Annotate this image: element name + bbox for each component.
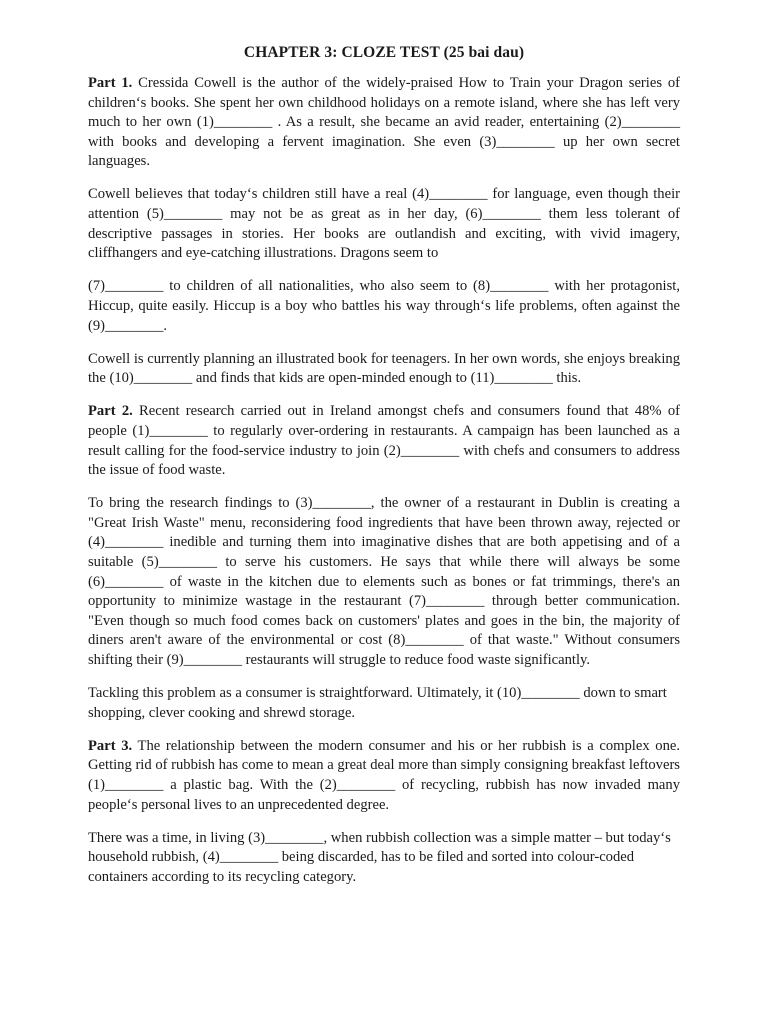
part1-label: Part 1. xyxy=(88,75,133,91)
part2-paragraph-3: Tackling this problem as a consumer is straightforward. Ultimately, it (10)________ down to smart shopping, clever cooking and shrewd storage. xyxy=(88,685,667,721)
part1-paragraph-3: (7)________ to children of all nationalities, who also seem to (8)________ with her protagonist, Hiccup, quite easily. Hiccup is a boy who battles his way through‘s life problems, often against the (9)________. xyxy=(88,278,680,334)
part2-paragraph-2: To bring the research findings to (3)________, the owner of a restaurant in Dublin is creating a "Great Irish Waste" menu, reconsidering food ingredients that have been thrown away, rejected or (4)________ inedible and turning them into imaginative dishes that are both appetising and of a suitable (5)________ to serve his customers. He says that while there will always be some (6)________ of waste in the kitchen due to elements such as bones or fat trimmings, there's an opportunity to minimize wastage in the restaurant (7)________ through better communication. "Even though so much food comes back on customers' plates and goes in the bin, the majority of diners aren't aware of the environmental or cost (8)________ of that waste." Without consumers shifting their (9)________ restaurants will struggle to reduce food waste significantly. xyxy=(88,495,680,668)
chapter-title: CHAPTER 3: CLOZE TEST (25 bai dau) xyxy=(243,44,525,61)
part1-paragraph-4: Cowell is currently planning an illustrated book for teenagers. In her own words, she enjoys breaking the (10)________ and finds that kids are open-minded enough to (11)________ this. xyxy=(88,350,680,387)
part2-paragraph-1 xyxy=(88,402,680,480)
part2-p1-text: Recent research carried out in Ireland amongst chefs and consumers found that 48% of people (1)________ to regularly over-ordering in restaurants. A campaign has been launched as a result calling for the food-service industry to join (2)________ with chefs and consumers to address the issue of food waste. xyxy=(88,403,680,479)
part3-p1-text: The relationship between the modern consumer and his or her rubbish is a complex one. Getting rid of rubbish has come to mean a great deal more than simply consigning breakfast leftovers (1)________ a plastic bag. With the (2)________ of recycling, rubbish has now invaded many people‘s personal lives to an unprecedented degree. xyxy=(88,737,680,813)
part1-p1-text: Cressida Cowell is the author of the widely-praised How to Train your Dragon series of children‘s books. She spent her own childhood holidays on a remote island, where she has left very much to her own (1)________ . As a result, she became an avid reader, entertaining (2)________ with books and developing a fervent imagination. She even (3)________ up her own secret languages. xyxy=(88,75,680,170)
part2-label: Part 2. xyxy=(88,403,133,420)
part3-paragraph-2: There was a time, in living (3)________, when rubbish collection was a simple matter – but today‘s household rubbish, (4)________ being discarded, has to be filed and sorted into colour-coded containers according to its recycling category. xyxy=(88,829,671,885)
part1-paragraph-2: Cowell believes that today‘s children still have a real (4)________ for language, even though their attention (5)________ may not be as great as in her day, (6)________ them less tolerant of descriptive passages in stories. Her books are outlandish and exciting, with vivid imagery, cliffhangers and eye-catching illustrations. Dragons seem to xyxy=(88,186,680,262)
part1-paragraph-1 xyxy=(88,74,680,172)
part3-paragraph-1 xyxy=(88,737,680,815)
part3-label: Part 3. xyxy=(88,737,133,754)
